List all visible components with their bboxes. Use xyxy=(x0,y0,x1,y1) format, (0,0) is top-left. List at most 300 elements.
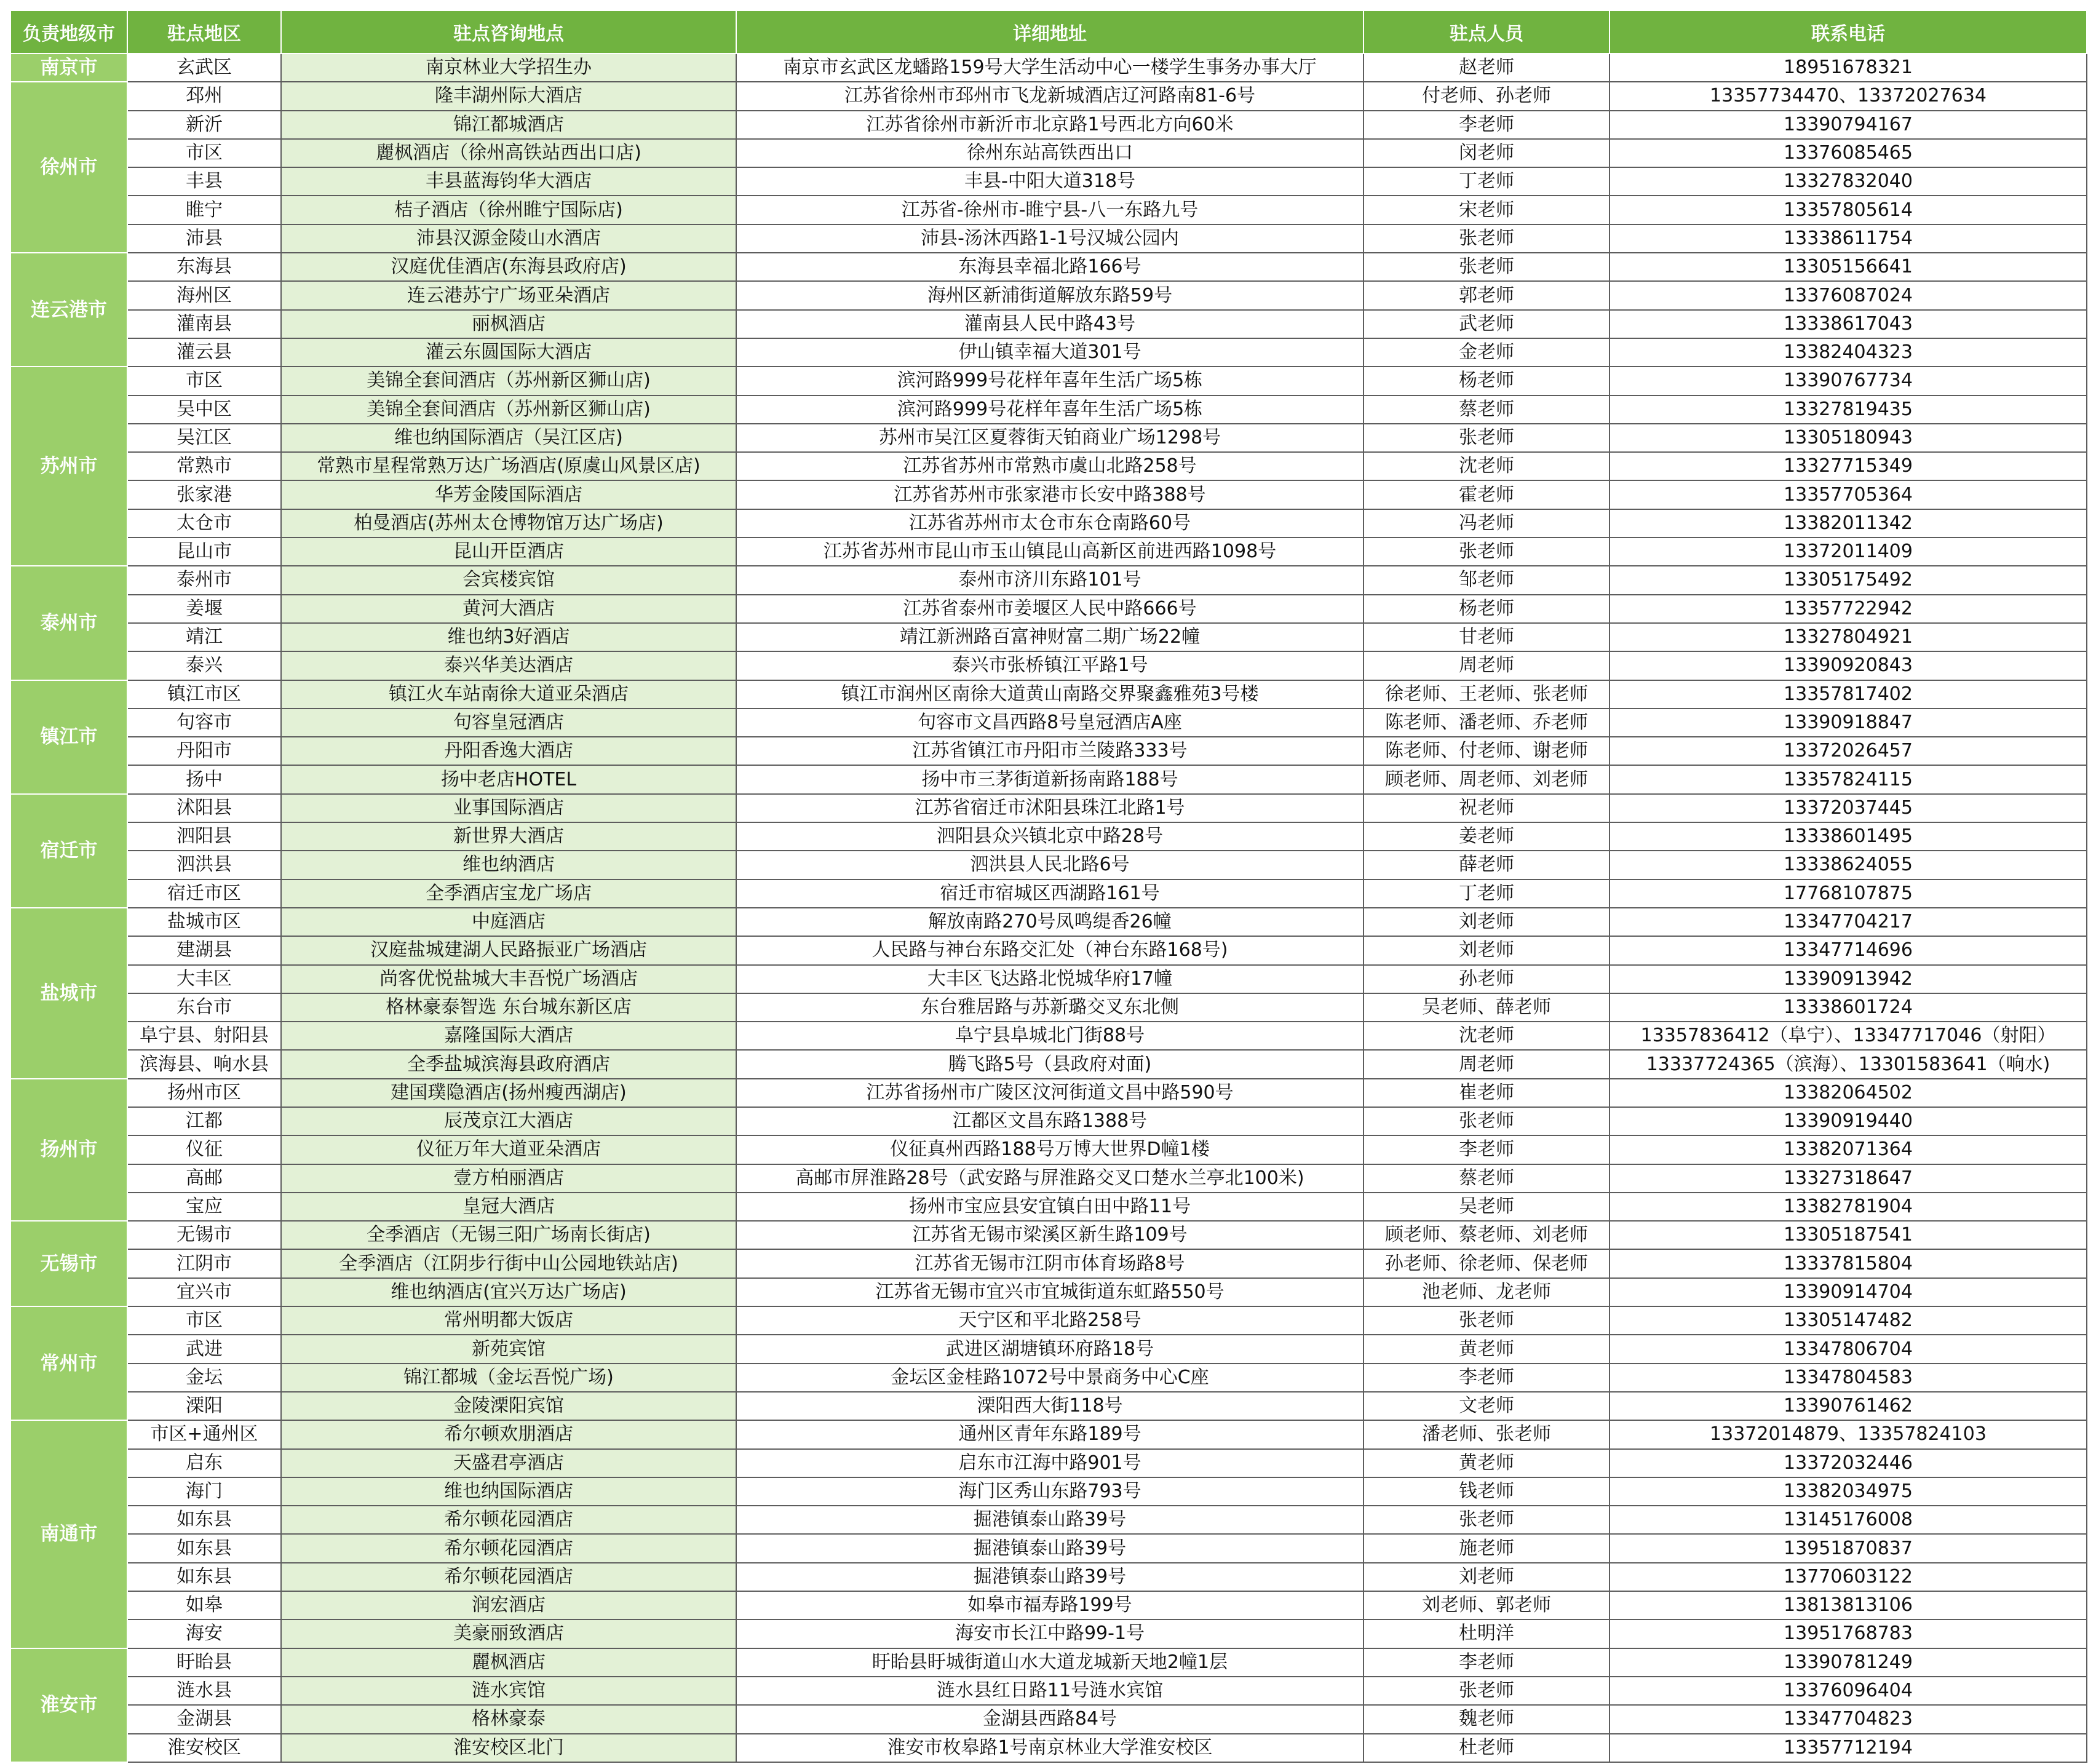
staff-cell[interactable]: 张老师 xyxy=(1364,1677,1610,1705)
staff-cell[interactable]: 周老师 xyxy=(1364,651,1610,680)
venue-cell[interactable]: 南京林业大学招生办 xyxy=(281,54,736,82)
venue-cell[interactable]: 全季酒店（江阴步行街中山公园地铁站店) xyxy=(281,1249,736,1277)
phone-cell[interactable]: 13305180943 xyxy=(1610,424,2087,452)
address-cell[interactable]: 江苏省苏州市昆山市玉山镇昆山高新区前进西路1098号 xyxy=(736,538,1364,566)
address-cell[interactable]: 启东市江海中路901号 xyxy=(736,1449,1364,1477)
staff-cell[interactable]: 沈老师 xyxy=(1364,1022,1610,1050)
phone-cell[interactable]: 13372014879、13357824103 xyxy=(1610,1420,2087,1448)
venue-cell[interactable]: 淮安校区北门 xyxy=(281,1734,736,1762)
district-cell[interactable]: 金湖县 xyxy=(127,1705,281,1733)
header-address[interactable]: 详细地址 xyxy=(736,10,1364,54)
phone-cell[interactable]: 18951678321 xyxy=(1610,54,2087,82)
venue-cell[interactable]: 丰县蓝海钧华大酒店 xyxy=(281,167,736,196)
phone-cell[interactable]: 13372037445 xyxy=(1610,794,2087,822)
district-cell[interactable]: 沛县 xyxy=(127,224,281,253)
district-cell[interactable]: 涟水县 xyxy=(127,1677,281,1705)
venue-cell[interactable]: 泰兴华美达酒店 xyxy=(281,651,736,680)
city-cell[interactable]: 南京市 xyxy=(10,54,127,82)
address-cell[interactable]: 江苏省无锡市江阴市体育场路8号 xyxy=(736,1249,1364,1277)
district-cell[interactable]: 高邮 xyxy=(127,1164,281,1193)
staff-cell[interactable]: 徐老师、王老师、张老师 xyxy=(1364,680,1610,709)
staff-cell[interactable]: 魏老师 xyxy=(1364,1705,1610,1733)
phone-cell[interactable]: 13357734470、13372027634 xyxy=(1610,82,2087,110)
district-cell[interactable]: 启东 xyxy=(127,1449,281,1477)
phone-cell[interactable]: 13347704217 xyxy=(1610,908,2087,936)
address-cell[interactable]: 海门区秀山东路793号 xyxy=(736,1477,1364,1506)
city-cell[interactable]: 苏州市 xyxy=(10,367,127,566)
staff-cell[interactable]: 刘老师 xyxy=(1364,936,1610,964)
address-cell[interactable]: 大丰区飞达路北悦城华府17幢 xyxy=(736,965,1364,993)
address-cell[interactable]: 江苏省苏州市张家港市长安中路388号 xyxy=(736,480,1364,509)
district-cell[interactable]: 灌南县 xyxy=(127,310,281,338)
phone-cell[interactable]: 13770603122 xyxy=(1610,1563,2087,1591)
district-cell[interactable]: 泗阳县 xyxy=(127,822,281,851)
staff-cell[interactable]: 赵老师 xyxy=(1364,54,1610,82)
staff-cell[interactable]: 武老师 xyxy=(1364,310,1610,338)
staff-cell[interactable]: 杨老师 xyxy=(1364,595,1610,623)
staff-cell[interactable]: 蔡老师 xyxy=(1364,1164,1610,1193)
staff-cell[interactable]: 沈老师 xyxy=(1364,452,1610,480)
district-cell[interactable]: 东海县 xyxy=(127,253,281,281)
address-cell[interactable]: 如皋市福寿路199号 xyxy=(736,1591,1364,1619)
city-cell[interactable]: 无锡市 xyxy=(10,1221,127,1306)
phone-cell[interactable]: 13390913942 xyxy=(1610,965,2087,993)
staff-cell[interactable]: 顾老师、周老师、刘老师 xyxy=(1364,765,1610,793)
phone-cell[interactable]: 13337815804 xyxy=(1610,1249,2087,1277)
phone-cell[interactable]: 13382781904 xyxy=(1610,1193,2087,1221)
venue-cell[interactable]: 汉庭优佳酒店(东海县政府店) xyxy=(281,253,736,281)
staff-cell[interactable]: 黄老师 xyxy=(1364,1335,1610,1363)
venue-cell[interactable]: 壹方柏丽酒店 xyxy=(281,1164,736,1193)
staff-cell[interactable]: 周老师 xyxy=(1364,1050,1610,1078)
city-cell[interactable]: 扬州市 xyxy=(10,1079,127,1221)
address-cell[interactable]: 掘港镇泰山路39号 xyxy=(736,1534,1364,1562)
venue-cell[interactable]: 美锦全套间酒店（苏州新区狮山店) xyxy=(281,367,736,395)
district-cell[interactable]: 宜兴市 xyxy=(127,1278,281,1306)
phone-cell[interactable]: 13338617043 xyxy=(1610,310,2087,338)
district-cell[interactable]: 市区+通州区 xyxy=(127,1420,281,1448)
district-cell[interactable]: 吴中区 xyxy=(127,395,281,424)
district-cell[interactable]: 阜宁县、射阳县 xyxy=(127,1022,281,1050)
district-cell[interactable]: 如东县 xyxy=(127,1563,281,1591)
district-cell[interactable]: 建湖县 xyxy=(127,936,281,964)
venue-cell[interactable]: 柏曼酒店(苏州太仓博物馆万达广场店) xyxy=(281,509,736,538)
phone-cell[interactable]: 13390761462 xyxy=(1610,1392,2087,1420)
phone-cell[interactable]: 13951870837 xyxy=(1610,1534,2087,1562)
address-cell[interactable]: 仪征真州西路188号万博大世界D幢1楼 xyxy=(736,1135,1364,1164)
header-venue[interactable]: 驻点咨询地点 xyxy=(281,10,736,54)
staff-cell[interactable]: 闵老师 xyxy=(1364,139,1610,167)
phone-cell[interactable]: 13382064502 xyxy=(1610,1079,2087,1107)
address-cell[interactable]: 泰州市济川东路101号 xyxy=(736,566,1364,594)
staff-cell[interactable]: 钱老师 xyxy=(1364,1477,1610,1506)
venue-cell[interactable]: 黄河大酒店 xyxy=(281,595,736,623)
address-cell[interactable]: 宿迁市宿城区西湖路161号 xyxy=(736,880,1364,908)
staff-cell[interactable]: 张老师 xyxy=(1364,253,1610,281)
venue-cell[interactable]: 全季酒店宝龙广场店 xyxy=(281,880,736,908)
venue-cell[interactable]: 维也纳国际酒店 xyxy=(281,1477,736,1506)
district-cell[interactable]: 丰县 xyxy=(127,167,281,196)
phone-cell[interactable]: 13338601724 xyxy=(1610,993,2087,1022)
address-cell[interactable]: 泗洪县人民北路6号 xyxy=(736,851,1364,879)
phone-cell[interactable]: 13327715349 xyxy=(1610,452,2087,480)
address-cell[interactable]: 金湖县西路84号 xyxy=(736,1705,1364,1733)
district-cell[interactable]: 宿迁市区 xyxy=(127,880,281,908)
city-cell[interactable]: 南通市 xyxy=(10,1420,127,1648)
address-cell[interactable]: 丰县-中阳大道318号 xyxy=(736,167,1364,196)
district-cell[interactable]: 邳州 xyxy=(127,82,281,110)
staff-cell[interactable]: 祝老师 xyxy=(1364,794,1610,822)
address-cell[interactable]: 南京市玄武区龙蟠路159号大学生活动中心一楼学生事务办事大厅 xyxy=(736,54,1364,82)
address-cell[interactable]: 扬中市三茅街道新扬南路188号 xyxy=(736,765,1364,793)
phone-cell[interactable]: 13951768783 xyxy=(1610,1619,2087,1648)
address-cell[interactable]: 江苏省无锡市梁溪区新生路109号 xyxy=(736,1221,1364,1249)
header-city[interactable]: 负责地级市 xyxy=(10,10,127,54)
venue-cell[interactable]: 扬中老店HOTEL xyxy=(281,765,736,793)
address-cell[interactable]: 靖江新洲路百富神财富二期广场22幢 xyxy=(736,623,1364,651)
address-cell[interactable]: 镇江市润州区南徐大道黄山南路交界聚鑫雅苑3号楼 xyxy=(736,680,1364,709)
address-cell[interactable]: 苏州市吴江区夏蓉街天铂商业广场1298号 xyxy=(736,424,1364,452)
venue-cell[interactable]: 中庭酒店 xyxy=(281,908,736,936)
district-cell[interactable]: 市区 xyxy=(127,1306,281,1335)
district-cell[interactable]: 吴江区 xyxy=(127,424,281,452)
phone-cell[interactable]: 13357712194 xyxy=(1610,1734,2087,1762)
venue-cell[interactable]: 连云港苏宁广场亚朵酒店 xyxy=(281,281,736,309)
venue-cell[interactable]: 格林豪泰 xyxy=(281,1705,736,1733)
district-cell[interactable]: 海州区 xyxy=(127,281,281,309)
staff-cell[interactable]: 姜老师 xyxy=(1364,822,1610,851)
venue-cell[interactable]: 丹阳香逸大酒店 xyxy=(281,737,736,765)
city-cell[interactable]: 镇江市 xyxy=(10,680,127,794)
address-cell[interactable]: 溧阳西大街118号 xyxy=(736,1392,1364,1420)
venue-cell[interactable]: 常熟市星程常熟万达广场酒店(原虞山风景区店) xyxy=(281,452,736,480)
phone-cell[interactable]: 13390767734 xyxy=(1610,367,2087,395)
phone-cell[interactable]: 13327318647 xyxy=(1610,1164,2087,1193)
district-cell[interactable]: 常熟市 xyxy=(127,452,281,480)
venue-cell[interactable]: 辰茂京江大酒店 xyxy=(281,1107,736,1135)
staff-cell[interactable]: 刘老师 xyxy=(1364,1563,1610,1591)
staff-cell[interactable]: 李老师 xyxy=(1364,111,1610,139)
staff-cell[interactable]: 文老师 xyxy=(1364,1392,1610,1420)
address-cell[interactable]: 伊山镇幸福大道301号 xyxy=(736,338,1364,367)
address-cell[interactable]: 海州区新浦街道解放东路59号 xyxy=(736,281,1364,309)
district-cell[interactable]: 泗洪县 xyxy=(127,851,281,879)
phone-cell[interactable]: 13357824115 xyxy=(1610,765,2087,793)
staff-cell[interactable]: 崔老师 xyxy=(1364,1079,1610,1107)
phone-cell[interactable]: 13327832040 xyxy=(1610,167,2087,196)
address-cell[interactable]: 腾飞路5号（县政府对面) xyxy=(736,1050,1364,1078)
address-cell[interactable]: 沛县-汤沐西路1-1号汉城公园内 xyxy=(736,224,1364,253)
phone-cell[interactable]: 13376096404 xyxy=(1610,1677,2087,1705)
staff-cell[interactable]: 顾老师、蔡老师、刘老师 xyxy=(1364,1221,1610,1249)
address-cell[interactable]: 金坛区金桂路1072号中景商务中心C座 xyxy=(736,1364,1364,1392)
district-cell[interactable]: 宝应 xyxy=(127,1193,281,1221)
city-cell[interactable]: 常州市 xyxy=(10,1306,127,1420)
address-cell[interactable]: 句容市文昌西路8号皇冠酒店A座 xyxy=(736,709,1364,737)
venue-cell[interactable]: 希尔顿欢朋酒店 xyxy=(281,1420,736,1448)
address-cell[interactable]: 江都区文昌东路1388号 xyxy=(736,1107,1364,1135)
address-cell[interactable]: 徐州东站高铁西出口 xyxy=(736,139,1364,167)
venue-cell[interactable]: 金陵溧阳宾馆 xyxy=(281,1392,736,1420)
district-cell[interactable]: 如东县 xyxy=(127,1534,281,1562)
phone-cell[interactable]: 13305187541 xyxy=(1610,1221,2087,1249)
district-cell[interactable]: 市区 xyxy=(127,139,281,167)
venue-cell[interactable]: 新世界大酒店 xyxy=(281,822,736,851)
venue-cell[interactable]: 维也纳酒店 xyxy=(281,851,736,879)
district-cell[interactable]: 姜堰 xyxy=(127,595,281,623)
venue-cell[interactable]: 希尔顿花园酒店 xyxy=(281,1534,736,1562)
address-cell[interactable]: 东海县幸福北路166号 xyxy=(736,253,1364,281)
venue-cell[interactable]: 麗枫酒店（徐州高铁站西出口店) xyxy=(281,139,736,167)
district-cell[interactable]: 泰兴 xyxy=(127,651,281,680)
address-cell[interactable]: 江苏省泰州市姜堰区人民中路666号 xyxy=(736,595,1364,623)
venue-cell[interactable]: 建国璞隐酒店(扬州瘦西湖店) xyxy=(281,1079,736,1107)
district-cell[interactable]: 镇江市区 xyxy=(127,680,281,709)
district-cell[interactable]: 丹阳市 xyxy=(127,737,281,765)
staff-cell[interactable]: 邹老师 xyxy=(1364,566,1610,594)
venue-cell[interactable]: 全季盐城滨海县政府酒店 xyxy=(281,1050,736,1078)
venue-cell[interactable]: 锦江都城酒店 xyxy=(281,111,736,139)
phone-cell[interactable]: 13390920843 xyxy=(1610,651,2087,680)
staff-cell[interactable]: 陈老师、付老师、谢老师 xyxy=(1364,737,1610,765)
phone-cell[interactable]: 13357805614 xyxy=(1610,196,2087,224)
phone-cell[interactable]: 13813813106 xyxy=(1610,1591,2087,1619)
staff-cell[interactable]: 孙老师、徐老师、保老师 xyxy=(1364,1249,1610,1277)
venue-cell[interactable]: 沛县汉源金陵山水酒店 xyxy=(281,224,736,253)
staff-cell[interactable]: 张老师 xyxy=(1364,538,1610,566)
staff-cell[interactable]: 张老师 xyxy=(1364,424,1610,452)
district-cell[interactable]: 睢宁 xyxy=(127,196,281,224)
phone-cell[interactable]: 17768107875 xyxy=(1610,880,2087,908)
address-cell[interactable]: 海安市长江中路99-1号 xyxy=(736,1619,1364,1648)
staff-cell[interactable]: 丁老师 xyxy=(1364,167,1610,196)
phone-cell[interactable]: 13382404323 xyxy=(1610,338,2087,367)
venue-cell[interactable]: 华芳金陵国际酒店 xyxy=(281,480,736,509)
phone-cell[interactable]: 13305156641 xyxy=(1610,253,2087,281)
staff-cell[interactable]: 杨老师 xyxy=(1364,367,1610,395)
city-cell[interactable]: 盐城市 xyxy=(10,908,127,1079)
district-cell[interactable]: 张家港 xyxy=(127,480,281,509)
district-cell[interactable]: 江都 xyxy=(127,1107,281,1135)
phone-cell[interactable]: 13347806704 xyxy=(1610,1335,2087,1363)
district-cell[interactable]: 沭阳县 xyxy=(127,794,281,822)
staff-cell[interactable]: 陈老师、潘老师、乔老师 xyxy=(1364,709,1610,737)
staff-cell[interactable]: 蔡老师 xyxy=(1364,395,1610,424)
staff-cell[interactable]: 杜明洋 xyxy=(1364,1619,1610,1648)
staff-cell[interactable]: 吴老师、薛老师 xyxy=(1364,993,1610,1022)
address-cell[interactable]: 滨河路999号花样年喜年生活广场5栋 xyxy=(736,395,1364,424)
city-cell[interactable]: 宿迁市 xyxy=(10,794,127,908)
phone-cell[interactable]: 13337724365（滨海）、13301583641（响水) xyxy=(1610,1050,2087,1078)
district-cell[interactable]: 句容市 xyxy=(127,709,281,737)
venue-cell[interactable]: 维也纳国际酒店（吴江区店) xyxy=(281,424,736,452)
district-cell[interactable]: 灌云县 xyxy=(127,338,281,367)
address-cell[interactable]: 解放南路270号凤鸣缇香26幢 xyxy=(736,908,1364,936)
city-cell[interactable]: 徐州市 xyxy=(10,82,127,253)
address-cell[interactable]: 扬州市宝应县安宜镇白田中路11号 xyxy=(736,1193,1364,1221)
phone-cell[interactable]: 13372026457 xyxy=(1610,737,2087,765)
venue-cell[interactable]: 嘉隆国际大酒店 xyxy=(281,1022,736,1050)
staff-cell[interactable]: 吴老师 xyxy=(1364,1193,1610,1221)
venue-cell[interactable]: 全季酒店（无锡三阳广场南长街店) xyxy=(281,1221,736,1249)
district-cell[interactable]: 扬中 xyxy=(127,765,281,793)
phone-cell[interactable]: 13382011342 xyxy=(1610,509,2087,538)
staff-cell[interactable]: 潘老师、张老师 xyxy=(1364,1420,1610,1448)
address-cell[interactable]: 掘港镇泰山路39号 xyxy=(736,1506,1364,1534)
address-cell[interactable]: 淮安市枚皋路1号南京林业大学淮安校区 xyxy=(736,1734,1364,1762)
address-cell[interactable]: 灌南县人民中路43号 xyxy=(736,310,1364,338)
district-cell[interactable]: 淮安校区 xyxy=(127,1734,281,1762)
staff-cell[interactable]: 郭老师 xyxy=(1364,281,1610,309)
venue-cell[interactable]: 天盛君亭酒店 xyxy=(281,1449,736,1477)
venue-cell[interactable]: 美豪丽致酒店 xyxy=(281,1619,736,1648)
venue-cell[interactable]: 镇江火车站南徐大道亚朵酒店 xyxy=(281,680,736,709)
phone-cell[interactable]: 13357722942 xyxy=(1610,595,2087,623)
address-cell[interactable]: 江苏省徐州市新沂市北京路1号西北方向60米 xyxy=(736,111,1364,139)
venue-cell[interactable]: 维也纳3好酒店 xyxy=(281,623,736,651)
phone-cell[interactable]: 13390794167 xyxy=(1610,111,2087,139)
district-cell[interactable]: 仪征 xyxy=(127,1135,281,1164)
staff-cell[interactable]: 池老师、龙老师 xyxy=(1364,1278,1610,1306)
venue-cell[interactable]: 皇冠大酒店 xyxy=(281,1193,736,1221)
staff-cell[interactable]: 刘老师 xyxy=(1364,908,1610,936)
staff-cell[interactable]: 张老师 xyxy=(1364,1107,1610,1135)
phone-cell[interactable]: 13376085465 xyxy=(1610,139,2087,167)
phone-cell[interactable]: 13338624055 xyxy=(1610,851,2087,879)
address-cell[interactable]: 泰兴市张桥镇江平路1号 xyxy=(736,651,1364,680)
venue-cell[interactable]: 希尔顿花园酒店 xyxy=(281,1563,736,1591)
venue-cell[interactable]: 美锦全套间酒店（苏州新区狮山店) xyxy=(281,395,736,424)
staff-cell[interactable]: 李老师 xyxy=(1364,1648,1610,1677)
address-cell[interactable]: 武进区湖塘镇环府路18号 xyxy=(736,1335,1364,1363)
address-cell[interactable]: 江苏省徐州市邳州市飞龙新城酒店辽河路南81-6号 xyxy=(736,82,1364,110)
venue-cell[interactable]: 润宏酒店 xyxy=(281,1591,736,1619)
venue-cell[interactable]: 锦江都城（金坛吾悦广场) xyxy=(281,1364,736,1392)
venue-cell[interactable]: 句容皇冠酒店 xyxy=(281,709,736,737)
phone-cell[interactable]: 13390781249 xyxy=(1610,1648,2087,1677)
address-cell[interactable]: 东台雅居路与苏新璐交叉东北侧 xyxy=(736,993,1364,1022)
phone-cell[interactable]: 13382034975 xyxy=(1610,1477,2087,1506)
district-cell[interactable]: 金坛 xyxy=(127,1364,281,1392)
venue-cell[interactable]: 常州明都大饭店 xyxy=(281,1306,736,1335)
venue-cell[interactable]: 隆丰湖州际大酒店 xyxy=(281,82,736,110)
venue-cell[interactable]: 麗枫酒店 xyxy=(281,1648,736,1677)
phone-cell[interactable]: 13357705364 xyxy=(1610,480,2087,509)
city-cell[interactable]: 泰州市 xyxy=(10,566,127,680)
venue-cell[interactable]: 灌云东圆国际大酒店 xyxy=(281,338,736,367)
phone-cell[interactable]: 13372011409 xyxy=(1610,538,2087,566)
phone-cell[interactable]: 13305147482 xyxy=(1610,1306,2087,1335)
address-cell[interactable]: 通州区青年东路189号 xyxy=(736,1420,1364,1448)
district-cell[interactable]: 无锡市 xyxy=(127,1221,281,1249)
staff-cell[interactable]: 李老师 xyxy=(1364,1364,1610,1392)
phone-cell[interactable]: 13390914704 xyxy=(1610,1278,2087,1306)
district-cell[interactable]: 泰州市 xyxy=(127,566,281,594)
venue-cell[interactable]: 希尔顿花园酒店 xyxy=(281,1506,736,1534)
district-cell[interactable]: 市区 xyxy=(127,367,281,395)
phone-cell[interactable]: 13347714696 xyxy=(1610,936,2087,964)
staff-cell[interactable]: 薛老师 xyxy=(1364,851,1610,879)
venue-cell[interactable]: 涟水宾馆 xyxy=(281,1677,736,1705)
phone-cell[interactable]: 13338601495 xyxy=(1610,822,2087,851)
phone-cell[interactable]: 13357817402 xyxy=(1610,680,2087,709)
district-cell[interactable]: 滨海县、响水县 xyxy=(127,1050,281,1078)
district-cell[interactable]: 武进 xyxy=(127,1335,281,1363)
address-cell[interactable]: 阜宁县阜城北门街88号 xyxy=(736,1022,1364,1050)
venue-cell[interactable]: 仪征万年大道亚朵酒店 xyxy=(281,1135,736,1164)
venue-cell[interactable]: 昆山开臣酒店 xyxy=(281,538,736,566)
phone-cell[interactable]: 13390918847 xyxy=(1610,709,2087,737)
address-cell[interactable]: 涟水县红日路11号涟水宾馆 xyxy=(736,1677,1364,1705)
staff-cell[interactable]: 张老师 xyxy=(1364,224,1610,253)
header-staff[interactable]: 驻点人员 xyxy=(1364,10,1610,54)
district-cell[interactable]: 太仓市 xyxy=(127,509,281,538)
staff-cell[interactable]: 张老师 xyxy=(1364,1506,1610,1534)
district-cell[interactable]: 如东县 xyxy=(127,1506,281,1534)
district-cell[interactable]: 昆山市 xyxy=(127,538,281,566)
staff-cell[interactable]: 冯老师 xyxy=(1364,509,1610,538)
address-cell[interactable]: 人民路与神台东路交汇处（神台东路168号) xyxy=(736,936,1364,964)
phone-cell[interactable]: 13357836412（阜宁）、13347717046（射阳） xyxy=(1610,1022,2087,1050)
address-cell[interactable]: 泗阳县众兴镇北京中路28号 xyxy=(736,822,1364,851)
phone-cell[interactable]: 13372032446 xyxy=(1610,1449,2087,1477)
address-cell[interactable]: 天宁区和平北路258号 xyxy=(736,1306,1364,1335)
staff-cell[interactable]: 刘老师、郭老师 xyxy=(1364,1591,1610,1619)
address-cell[interactable]: 江苏省无锡市宜兴市宜城街道东虹路550号 xyxy=(736,1278,1364,1306)
phone-cell[interactable]: 13305175492 xyxy=(1610,566,2087,594)
district-cell[interactable]: 扬州市区 xyxy=(127,1079,281,1107)
header-district[interactable]: 驻点地区 xyxy=(127,10,281,54)
header-phone[interactable]: 联系电话 xyxy=(1610,10,2087,54)
staff-cell[interactable]: 霍老师 xyxy=(1364,480,1610,509)
phone-cell[interactable]: 13338611754 xyxy=(1610,224,2087,253)
staff-cell[interactable]: 甘老师 xyxy=(1364,623,1610,651)
address-cell[interactable]: 盱眙县盱城街道山水大道龙城新天地2幢1层 xyxy=(736,1648,1364,1677)
district-cell[interactable]: 海门 xyxy=(127,1477,281,1506)
address-cell[interactable]: 高邮市屏淮路28号（武安路与屏淮路交叉口楚水兰亭北100米) xyxy=(736,1164,1364,1193)
venue-cell[interactable]: 业事国际酒店 xyxy=(281,794,736,822)
staff-cell[interactable]: 孙老师 xyxy=(1364,965,1610,993)
district-cell[interactable]: 东台市 xyxy=(127,993,281,1022)
phone-cell[interactable]: 13347704823 xyxy=(1610,1705,2087,1733)
district-cell[interactable]: 玄武区 xyxy=(127,54,281,82)
district-cell[interactable]: 盱眙县 xyxy=(127,1648,281,1677)
phone-cell[interactable]: 13382071364 xyxy=(1610,1135,2087,1164)
phone-cell[interactable]: 13327804921 xyxy=(1610,623,2087,651)
staff-cell[interactable]: 宋老师 xyxy=(1364,196,1610,224)
address-cell[interactable]: 掘港镇泰山路39号 xyxy=(736,1563,1364,1591)
staff-cell[interactable]: 张老师 xyxy=(1364,1306,1610,1335)
phone-cell[interactable]: 13145176008 xyxy=(1610,1506,2087,1534)
phone-cell[interactable]: 13390919440 xyxy=(1610,1107,2087,1135)
address-cell[interactable]: 江苏省-徐州市-睢宁县-八一东路九号 xyxy=(736,196,1364,224)
address-cell[interactable]: 江苏省镇江市丹阳市兰陵路333号 xyxy=(736,737,1364,765)
staff-cell[interactable]: 施老师 xyxy=(1364,1534,1610,1562)
district-cell[interactable]: 新沂 xyxy=(127,111,281,139)
district-cell[interactable]: 大丰区 xyxy=(127,965,281,993)
venue-cell[interactable]: 丽枫酒店 xyxy=(281,310,736,338)
phone-cell[interactable]: 13347804583 xyxy=(1610,1364,2087,1392)
city-cell[interactable]: 连云港市 xyxy=(10,253,127,367)
district-cell[interactable]: 海安 xyxy=(127,1619,281,1648)
address-cell[interactable]: 滨河路999号花样年喜年生活广场5栋 xyxy=(736,367,1364,395)
city-cell[interactable]: 淮安市 xyxy=(10,1648,127,1762)
staff-cell[interactable]: 金老师 xyxy=(1364,338,1610,367)
district-cell[interactable]: 溧阳 xyxy=(127,1392,281,1420)
staff-cell[interactable]: 杜老师 xyxy=(1364,1734,1610,1762)
venue-cell[interactable]: 格林豪泰智选 东台城东新区店 xyxy=(281,993,736,1022)
venue-cell[interactable]: 会宾楼宾馆 xyxy=(281,566,736,594)
